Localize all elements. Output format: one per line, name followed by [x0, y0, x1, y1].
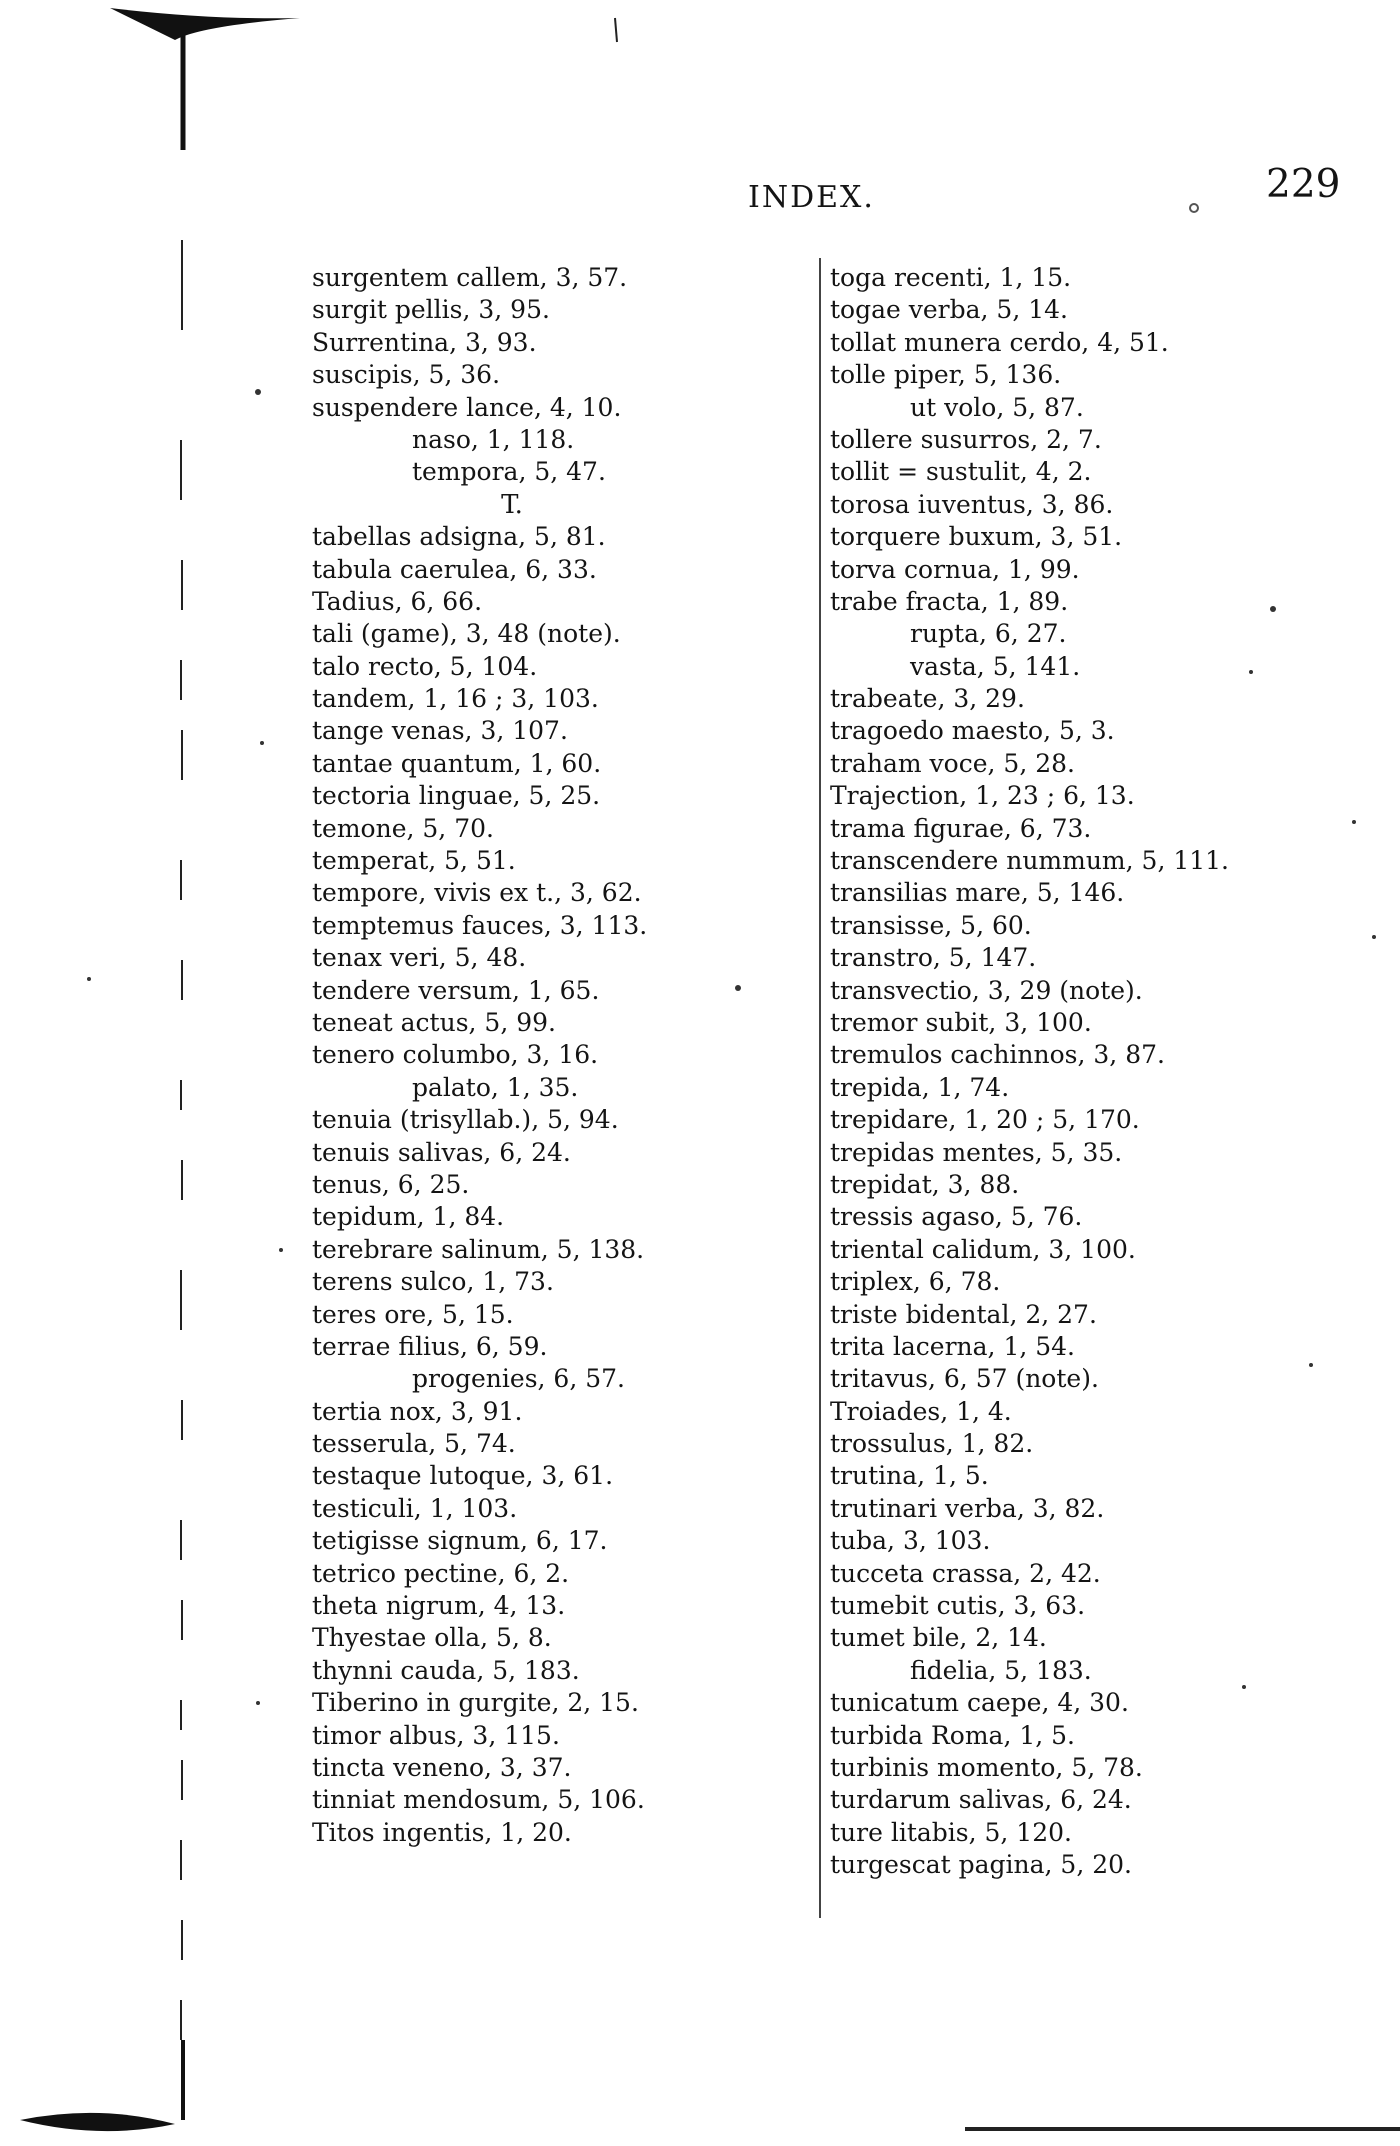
column-rule	[819, 258, 821, 1918]
index-entry: torva cornua, 1, 99.	[830, 554, 1080, 584]
index-entry: turdarum salivas, 6, 24.	[830, 1785, 1132, 1815]
speck	[279, 1248, 283, 1252]
index-entry: rupta, 6, 27.	[910, 619, 1067, 649]
index-entry: tali (game), 3, 48 (note).	[312, 619, 621, 649]
index-entry: timor albus, 3, 115.	[312, 1720, 560, 1750]
index-entry: thynni cauda, 5, 183.	[312, 1655, 580, 1685]
index-entry: tandem, 1, 16 ; 3, 103.	[312, 684, 599, 714]
running-head: INDEX.	[748, 180, 875, 215]
speck	[255, 389, 261, 395]
index-entry: teres ore, 5, 15.	[312, 1299, 514, 1329]
index-entry: tetrico pectine, 6, 2.	[312, 1558, 570, 1588]
index-entry: trutinari verba, 3, 82.	[830, 1493, 1105, 1523]
index-entry: triental calidum, 3, 100.	[830, 1234, 1136, 1264]
index-entry: tritavus, 6, 57 (note).	[830, 1364, 1099, 1394]
index-entry: trabeate, 3, 29.	[830, 684, 1025, 714]
index-entry: tolle piper, 5, 136.	[830, 360, 1062, 390]
index-entry: transtro, 5, 147.	[830, 943, 1037, 973]
index-entry: tabula caerulea, 6, 33.	[312, 554, 597, 584]
index-entry: Tiberino in gurgite, 2, 15.	[312, 1688, 639, 1718]
index-entry: tempora, 5, 47.	[412, 457, 606, 487]
speck	[260, 741, 264, 745]
index-entry: tenax veri, 5, 48.	[312, 943, 527, 973]
index-entry: tincta veneno, 3, 37.	[312, 1752, 572, 1782]
index-entry: tumet bile, 2, 14.	[830, 1623, 1047, 1653]
index-entry: toga recenti, 1, 15.	[830, 263, 1072, 292]
index-entry: tempore, vivis ex t., 3, 62.	[312, 878, 642, 908]
index-entry: testiculi, 1, 103.	[312, 1493, 518, 1523]
index-entry: transcendere nummum, 5, 111.	[830, 846, 1229, 876]
index-entry: tollit = sustulit, 4, 2.	[830, 457, 1092, 487]
index-entry: trepidat, 3, 88.	[830, 1169, 1020, 1199]
index-entry: fidelia, 5, 183.	[910, 1655, 1092, 1685]
index-entry: vasta, 5, 141.	[910, 651, 1081, 681]
index-entry: tollat munera cerdo, 4, 51.	[830, 327, 1169, 357]
index-entry: Tadius, 6, 66.	[312, 586, 483, 616]
index-entry: trepidas mentes, 5, 35.	[830, 1137, 1123, 1167]
index-entry: trita lacerna, 1, 54.	[830, 1331, 1075, 1361]
index-entry: turbida Roma, 1, 5.	[830, 1720, 1075, 1750]
index-entry: tabellas adsigna, 5, 81.	[312, 522, 606, 552]
index-entry: Trajection, 1, 23 ; 6, 13.	[830, 781, 1135, 811]
index-entry: triste bidental, 2, 27.	[830, 1299, 1097, 1329]
index-entry: togae verba, 5, 14.	[830, 295, 1068, 325]
binding-margin	[168, 0, 198, 2146]
index-entry: testaque lutoque, 3, 61.	[312, 1461, 614, 1491]
index-entry: theta nigrum, 4, 13.	[312, 1591, 566, 1621]
index-entry: torquere buxum, 3, 51.	[830, 522, 1123, 552]
index-entry: trama figurae, 6, 73.	[830, 813, 1092, 843]
index-entry: torosa iuventus, 3, 86.	[830, 489, 1114, 519]
index-entry: suspendere lance, 4, 10.	[312, 392, 622, 422]
index-entry: progenies, 6, 57.	[412, 1364, 625, 1394]
index-entry: tragoedo maesto, 5, 3.	[830, 716, 1115, 746]
page-number: 229	[1266, 162, 1341, 207]
index-entry: tenero columbo, 3, 16.	[312, 1040, 599, 1070]
index-entry: tesserula, 5, 74.	[312, 1429, 516, 1459]
index-entry: tendere versum, 1, 65.	[312, 975, 600, 1005]
binding-marks	[168, 0, 198, 2146]
index-entry: surgentem callem, 3, 57.	[312, 263, 628, 292]
speck	[1372, 935, 1376, 939]
bottom-left-flourish	[20, 2113, 175, 2131]
index-entry: tinniat mendosum, 5, 106.	[312, 1785, 645, 1815]
index-entry: tange venas, 3, 107.	[312, 716, 568, 746]
index-entry: teneat actus, 5, 99.	[312, 1007, 556, 1037]
index-entry: suscipis, 5, 36.	[312, 360, 501, 390]
index-entry: traham voce, 5, 28.	[830, 748, 1075, 778]
index-entry: Thyestae olla, 5, 8.	[312, 1623, 552, 1653]
index-entry: tenuia (trisyllab.), 5, 94.	[312, 1105, 619, 1135]
index-entry: transvectio, 3, 29 (note).	[830, 975, 1143, 1005]
index-entry: tertia nox, 3, 91.	[312, 1396, 523, 1426]
index-entry: temptemus fauces, 3, 113.	[312, 910, 648, 940]
index-entry: ture litabis, 5, 120.	[830, 1817, 1072, 1847]
index-entry: tressis agaso, 5, 76.	[830, 1202, 1083, 1232]
index-entry: trepidare, 1, 20 ; 5, 170.	[830, 1105, 1140, 1135]
index-entry: naso, 1, 118.	[412, 424, 575, 454]
index-entry: terebrare salinum, 5, 138.	[312, 1234, 645, 1264]
index-entry: tectoria linguae, 5, 25.	[312, 781, 601, 811]
page-header	[0, 0, 1400, 240]
speck	[256, 1701, 260, 1705]
index-column-left	[312, 262, 772, 1849]
index-entry: Troiades, 1, 4.	[830, 1396, 1012, 1426]
index-entry: tetigisse signum, 6, 17.	[312, 1526, 608, 1556]
index-entry: triplex, 6, 78.	[830, 1267, 1001, 1297]
index-entry: temperat, 5, 51.	[312, 846, 516, 876]
index-entry: tenuis salivas, 6, 24.	[312, 1137, 571, 1167]
index-column-right	[830, 262, 1310, 1882]
index-entry: trepida, 1, 74.	[830, 1072, 1010, 1102]
index-entry: tremor subit, 3, 100.	[830, 1007, 1092, 1037]
index-entry: terens sulco, 1, 73.	[312, 1267, 554, 1297]
index-entry: surgit pellis, 3, 95.	[312, 295, 550, 325]
index-entry: trabe fracta, 1, 89.	[830, 586, 1069, 616]
index-entry: ut volo, 5, 87.	[910, 392, 1084, 422]
index-entry: temone, 5, 70.	[312, 813, 494, 843]
index-entry: tepidum, 1, 84.	[312, 1202, 505, 1232]
index-entry: tollere susurros, 2, 7.	[830, 424, 1102, 454]
index-entry: palato, 1, 35.	[412, 1072, 579, 1102]
index-entry: tunicatum caepe, 4, 30.	[830, 1688, 1129, 1718]
index-entry: tuba, 3, 103.	[830, 1526, 991, 1556]
speck	[87, 977, 91, 981]
index-entry: Surrentina, 3, 93.	[312, 327, 537, 357]
index-entry: tenus, 6, 25.	[312, 1169, 470, 1199]
index-entry: trutina, 1, 5.	[830, 1461, 989, 1491]
index-entry: tumebit cutis, 3, 63.	[830, 1591, 1086, 1621]
index-entry: tantae quantum, 1, 60.	[312, 748, 602, 778]
index-entry: tremulos cachinnos, 3, 87.	[830, 1040, 1165, 1070]
index-entry: turgescat pagina, 5, 20.	[830, 1850, 1132, 1880]
index-entry: trossulus, 1, 82.	[830, 1429, 1034, 1459]
index-entry: talo recto, 5, 104.	[312, 651, 538, 681]
section-letter-heading: T.	[501, 489, 523, 520]
speck	[1352, 820, 1356, 824]
index-entry: turbinis momento, 5, 78.	[830, 1752, 1143, 1782]
index-entry: transilias mare, 5, 146.	[830, 878, 1125, 908]
index-entry: transisse, 5, 60.	[830, 910, 1032, 940]
index-entry: terrae filius, 6, 59.	[312, 1331, 548, 1361]
bottom-rule	[965, 2127, 1400, 2131]
index-entry: Titos ingentis, 1, 20.	[312, 1817, 572, 1847]
index-entry: tucceta crassa, 2, 42.	[830, 1558, 1101, 1588]
